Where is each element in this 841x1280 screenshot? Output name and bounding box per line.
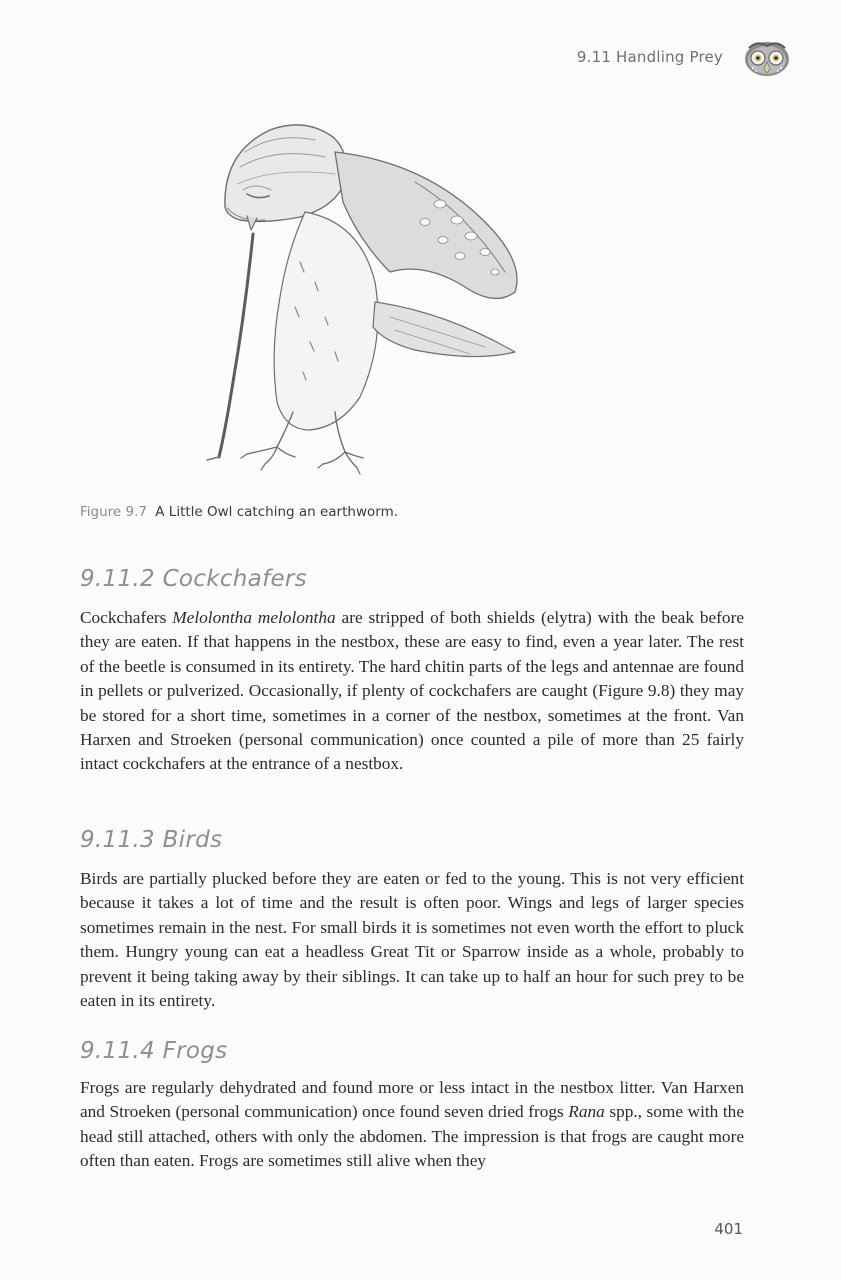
section-paragraph [80, 606, 744, 777]
species-name: Melolontha melolontha [172, 608, 336, 627]
figure-label: Figure 9.7 [80, 504, 147, 520]
page-number: 401 [714, 1220, 743, 1238]
owl-earthworm-drawing [185, 112, 545, 482]
section-heading: 9.11.4 Frogs [80, 1038, 228, 1064]
section-cockchafers [80, 566, 744, 777]
running-head: 9.11 Handling Prey [576, 48, 723, 66]
section-birds [80, 827, 744, 1013]
section-paragraph: Birds are partially plucked before they are eaten or fed to the young. This is not very efficient because it takes a lot of time and the result is often poor. Wings and legs of larger species sometimes remain in the nest. For small birds it is sometimes not even worth the effort to pluck them. Hungry young can eat a headless Great Tit or Sparrow inside as a whole, probably to prevent it being taking away by their siblings. It can take up to half an hour for such prey to be eaten in its entirety. [80, 869, 744, 1011]
section-paragraph [80, 1076, 744, 1174]
section-frogs [80, 1038, 744, 1174]
paragraph-text: Cockchafers [80, 608, 173, 627]
owl-face-icon [743, 38, 791, 78]
paragraph-text: spp., some with the head still attached, others with only the abdomen. The impression is that frogs are caught more often than eaten. Frogs are sometimes still alive when they [80, 1102, 744, 1171]
figure-caption-text: A Little Owl catching an earthworm. [155, 504, 399, 520]
section-heading: 9.11.3 Birds [80, 827, 223, 853]
paragraph-text: Frogs are regularly dehydrated and found more or less intact in the nestbox litter. Van Harxen and Stroeken (personal communication) once found seven dried frogs [80, 1078, 744, 1122]
figure-caption [80, 504, 398, 520]
paragraph-text: are stripped of both shields (elytra) with the beak before they are eaten. If that happens in the nestbox, these are easy to find, even a year later. The rest of the beetle is consumed in its entirety. The hard chitin parts of the legs and antennae are found in pellets or pulverized. Occasionally, if plenty of cockchafers are caught (Figure 9.8) they may be stored for a short time, sometimes in a corner of the nestbox, sometimes at the front. Van Harxen and Stroeken (personal communication) once counted a pile of more than 25 fairly intact cockchafers at the entrance of a nestbox. [80, 608, 744, 774]
species-name: Rana [568, 1102, 605, 1122]
section-heading: 9.11.2 Cockchafers [80, 566, 307, 592]
